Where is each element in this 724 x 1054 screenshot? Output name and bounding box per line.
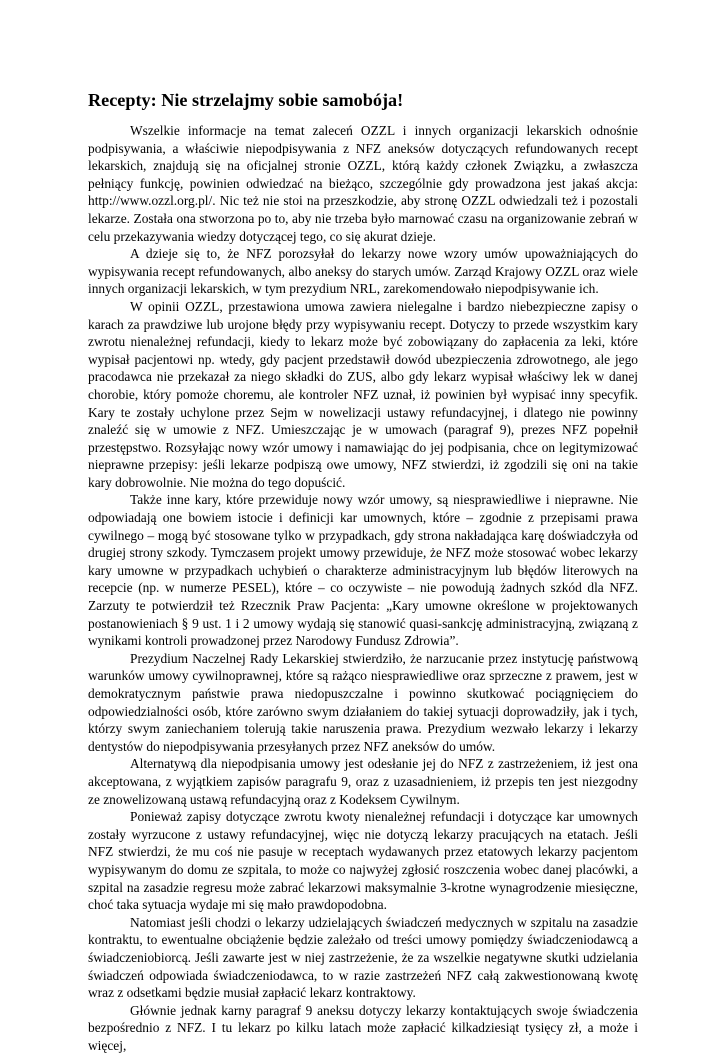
paragraph-6: Alternatywą dla niepodpisania umowy jest odesłanie jej do NFZ z zastrzeżeniem, iż jest ona akceptowana, z wyjątkiem zapisów paragrafu 9, oraz z uzasadnieniem, iż przepis ten jest niezgodny ze znowelizowaną ustawą refundacyjną oraz z Kodeksem Cywilnym. bbox=[88, 756, 638, 807]
paragraph-3: W opinii OZZL, przestawiona umowa zawiera nielegalne i bardzo niebezpieczne zapisy o karach za prawdziwe lub urojone błędy przy wypisywaniu recept. Dotyczy to przede wszystkim kary zwrotu nienależnej refundacji, kiedy to lekarz może być zobowiązany do zapłacenia za leki, które wypisał pacjentowi np. wtedy, gdy pacjent przedstawił dowód ubezpieczenia zdrowotnego, ale jego pracodawca nie przekazał za niego składki do ZUS, albo gdy lekarz wypisał właściwy lek w danej chorobie, który pomoże choremu, ale kontroler NFZ uznał, iż powinien był wypisać inny specyfik. Kary te zostały uchylone przez Sejm w nowelizacji ustawy refundacyjnej, i dlatego nie powinny znaleźć się w umowie z NFZ. Umieszczając je w umowach (paragraf 9), prezes NFZ popełnił przestępstwo. Rozsyłając nowy wzór umowy i namawiając do jej podpisania, chce on legitymizować nieprawne przepisy: jeśli lekarze podpiszą owe umowy, NFZ stwierdzi, iż zgodzili się oni na takie kary dobrowolnie. Nie można do tego dopuścić. bbox=[88, 298, 638, 490]
paragraph-9: Głównie jednak karny paragraf 9 aneksu dotyczy lekarzy kontaktujących swoje świadczenia bezpośrednio z NFZ. I tu lekarz po kilku latach może zapłacić kilkadziesiąt tysięcy zł, a może i więcej, bbox=[88, 1002, 638, 1053]
article-title: Recepty: Nie strzelajmy sobie samobója! bbox=[88, 90, 404, 110]
paragraph-5: Prezydium Naczelnej Rady Lekarskiej stwierdziło, że narzucanie przez instytucję państwową warunków umowy cywilnoprawnej, które są rażąco niesprawiedliwe oraz sprzeczne z prawem, jest w demokratycznym państwie prawa niedopuszczalne i powinno skutkować pociągnięciem do odpowiedzialności osób, które zarówno swym działaniem do takiej sytuacji doprowadziły, jak i tych, którzy swym zaniechaniem tolerują takie naruszenia prawa. Prezydium wezwało lekarzy i lekarzy dentystów do niepodpisywania przesyłanych przez NFZ aneksów do umów. bbox=[88, 650, 638, 754]
paragraph-2: A dzieje się to, że NFZ porozsyłał do lekarzy nowe wzory umów upoważniających do wypisywania recept refundowanych, albo aneksy do starych umów. Zarząd Krajowy OZZL oraz wiele innych organizacji lekarskich, w tym prezydium NRL, zarekomendowało niepodpisywanie ich. bbox=[88, 246, 638, 297]
paragraph-8: Natomiast jeśli chodzi o lekarzy udzielających świadczeń medycznych w szpitalu na zasadzie kontraktu, to ewentualne obciążenie będzie zależało od treści umowy pomiędzy świadczeniodawcą a świadczeniobiorcą. Jeśli zawarte jest w niej zastrzeżenie, że za wszelkie negatywne skutki udzielania świadczeń odpowiada świadczeniodawca, to w razie zastrzeżeń NFZ całą zakwestionowaną kwotę wraz z odsetkami będzie musiał zapłacić lekarz kontraktowy. bbox=[88, 914, 638, 1001]
article bbox=[88, 88, 638, 1054]
paragraph-4: Także inne kary, które przewiduje nowy wzór umowy, są niesprawiedliwe i nieprawne. Nie odpowiadają one bowiem istocie i definicji kar umownych, które – zgodnie z przepisami prawa cywilnego – mogą być stosowane tylko w przypadkach, gdy strona nakładająca karę doświadczyła od drugiej strony szkody. Tymczasem projekt umowy przewiduje, że NFZ może stosować wobec lekarzy kary umowne w przypadkach uchybień o charakterze administracyjnym lub błędów literowych na recepcie (np. w numerze PESEL), które – co oczywiste – nie powodują żadnych szkód dla NFZ. Zarzuty te potwierdził też Rzecznik Praw Pacjenta: „Kary umowne określone w projektowanych postanowieniach § 9 ust. 1 i 2 umowy wydają się stanowić quasi-sankcję administracyjną, związaną z wynikami kontroli prowadzonej przez Narodowy Fundusz Zdrowia”. bbox=[88, 492, 638, 649]
paragraph-1: Wszelkie informacje na temat zaleceń OZZL i innych organizacji lekarskich odnośnie podpisywania, a właściwie niepodpisywania z NFZ aneksów dotyczących refundowanych recept lekarskich, znajdują się na oficjalnej stronie OZZL, którą każdy członek Związku, a zwłaszcza pełniący funkcję, powinien odwiedzać na bieżąco, szczególnie gdy prowadzona jest jakaś akcja: http://www.ozzl.org.pl/. Nic też nie stoi na przeszkodzie, aby stronę OZZL odwiedzali też i pozostali lekarze. Została ona stworzona po to, aby nie trzeba było marnować czasu na organizowanie zebrań w celu przekazywania wiedzy dotyczącej tego, co się akurat dzieje. bbox=[88, 123, 638, 244]
paragraph-7: Ponieważ zapisy dotyczące zwrotu kwoty nienależnej refundacji i dotyczące kar umownych zostały wyrzucone z ustawy refundacyjnej, więc nie dotyczą lekarzy pracujących na etatach. Jeśli NFZ stwierdzi, że mu coś nie pasuje w receptach wydawanych przez etatowych lekarzy pacjentom wypisywanym do domu ze szpitala, to może co najwyżej zgłosić roszczenia wobec danej placówki, a szpital na zasadzie regresu może zabrać lekarzowi maksymalnie 3-krotne wynagrodzenie miesięczne, choć taka sytuacja wydaje mi się mało prawdopodobna. bbox=[88, 809, 638, 913]
